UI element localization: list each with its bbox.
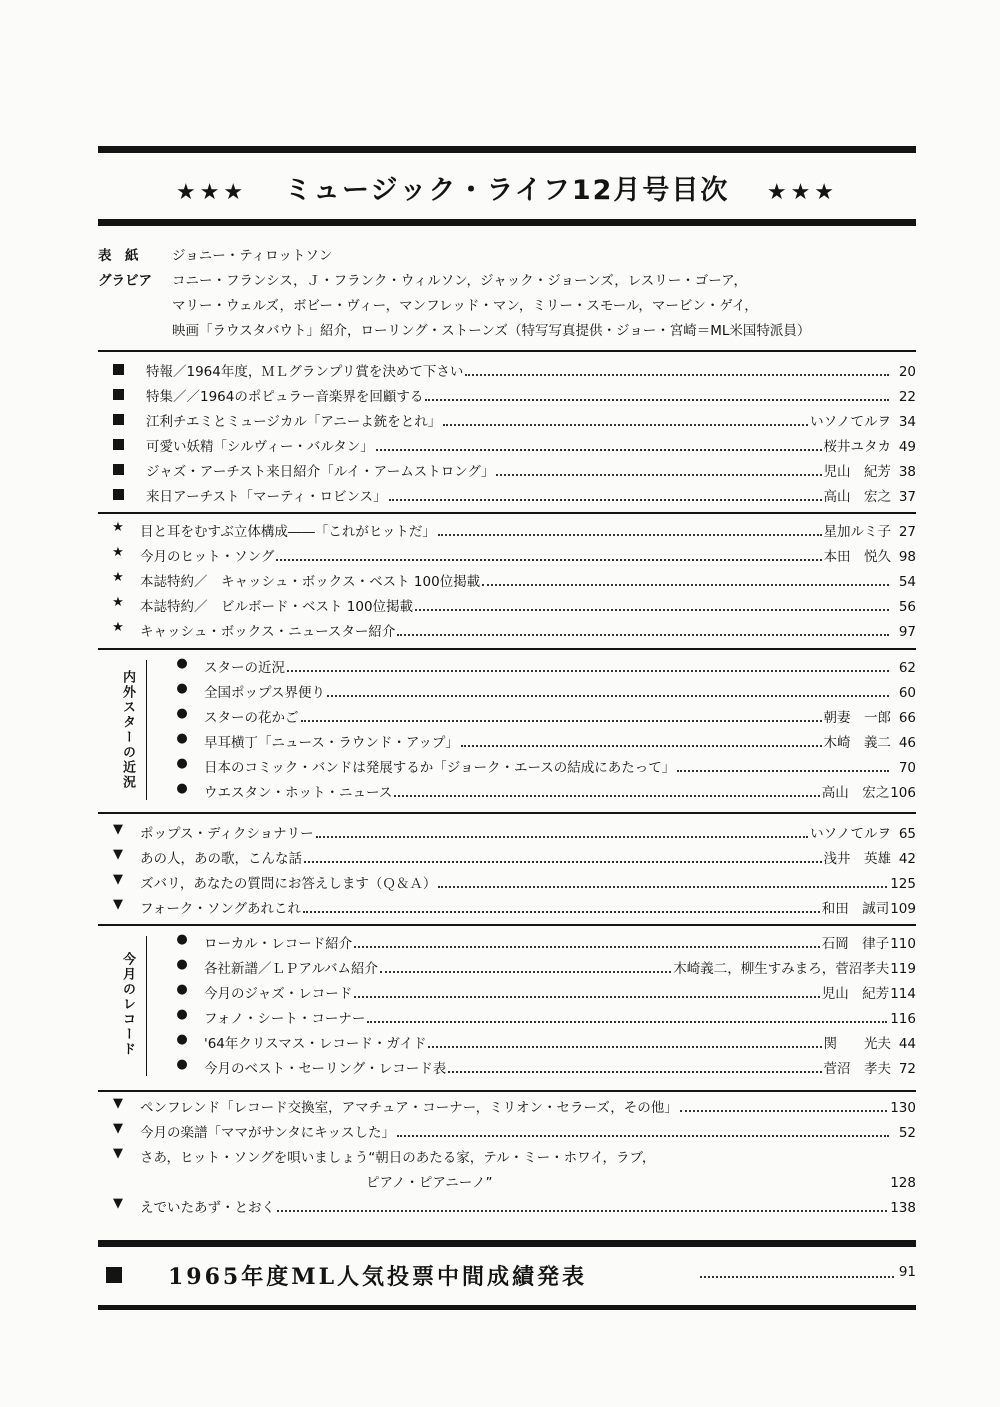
entry-title: さあ，ヒット・ソングを唄いましょう“朝日のあたる家，テル・ミー・ホワイ，ラブ， <box>140 1150 656 1166</box>
entry-title: 特集／／1964のポピュラー音楽界を回顧する <box>146 389 424 405</box>
circle-bullet-icon: ● <box>176 706 188 721</box>
toc-entry[interactable] <box>98 1096 916 1121</box>
entry-page: 62 <box>898 660 916 676</box>
entry-page: 22 <box>898 389 916 405</box>
circle-bullet-icon: ● <box>176 932 188 947</box>
leader-dots <box>700 1276 894 1278</box>
entry-page: 54 <box>898 574 916 590</box>
page-title <box>98 168 916 210</box>
entry-title: 今月の楽譜「ママがサンタにキッスした」 <box>140 1125 396 1141</box>
circle-bullet-icon: ● <box>176 731 188 746</box>
credit-row <box>98 244 916 269</box>
toc-section-columns <box>98 822 916 922</box>
entry-title: 目と耳をむすぶ立体構成――「これがヒットだ」 <box>140 524 436 540</box>
square-bullet-icon <box>113 439 124 450</box>
entry-title: ウエスタン・ホット・ニュース <box>204 785 393 801</box>
triangle-bullet-icon: ▼ <box>113 847 123 862</box>
credit-row <box>98 319 916 344</box>
toc-entry[interactable] <box>98 595 916 620</box>
entry-page: 70 <box>898 760 916 776</box>
entry-title: 日本のコミック・バンドは発展するか「ジョーク・エースの結成にあたって」 <box>204 760 676 776</box>
toc-entry[interactable] <box>98 360 916 385</box>
entry-title: 本誌特約／ ビルボード・ベスト 100位掲載 <box>140 599 414 615</box>
toc-entry[interactable] <box>98 781 916 806</box>
entry-author: 浅井 英雄 <box>823 851 891 867</box>
toc-entry[interactable] <box>98 656 916 681</box>
star-bullet-icon: ★ <box>112 545 124 560</box>
entry-author: 星加ルミ子 <box>823 524 891 540</box>
entry-title: えでいたあず・とおく <box>140 1200 275 1216</box>
title-stars-left: ★★★ <box>175 180 248 205</box>
entry-page: 138 <box>890 1200 916 1216</box>
entry-page: 38 <box>898 464 916 480</box>
toc-section-star-news <box>98 656 916 806</box>
toc-entry[interactable] <box>98 706 916 731</box>
entry-title: フォーク・ソングあれこれ <box>140 901 302 917</box>
entry-title: 今月のベスト・セーリング・レコード表 <box>204 1061 447 1077</box>
entry-page: 44 <box>898 1036 916 1052</box>
entry-title: 可愛い妖精「シルヴィー・バルタン」 <box>146 439 374 455</box>
credit-label: グラビア <box>98 273 152 289</box>
top-rule <box>98 146 916 153</box>
toc-section-hits <box>98 520 916 645</box>
toc-entry[interactable] <box>98 847 916 872</box>
triangle-bullet-icon: ▼ <box>113 1121 123 1136</box>
entry-page: 27 <box>898 524 916 540</box>
section-divider <box>98 512 916 514</box>
entry-author: いソノてルヲ <box>810 826 891 842</box>
toc-section-misc <box>98 1096 916 1221</box>
entry-page: 110 <box>890 936 916 952</box>
entry-title: 今月のヒット・ソング <box>140 549 275 565</box>
circle-bullet-icon: ● <box>176 1007 188 1022</box>
title-stars-right: ★★★ <box>766 180 839 205</box>
toc-entry[interactable] <box>98 435 916 460</box>
entry-page: 37 <box>898 489 916 505</box>
triangle-bullet-icon: ▼ <box>113 897 123 912</box>
square-bullet-icon <box>113 414 124 425</box>
triangle-bullet-icon: ▼ <box>113 872 123 887</box>
entry-author: 本田 悦久 <box>823 549 891 565</box>
entry-page: 49 <box>898 439 916 455</box>
circle-bullet-icon: ● <box>176 756 188 771</box>
entry-page: 46 <box>898 735 916 751</box>
entry-page: 109 <box>890 901 916 917</box>
credit-text: 映画「ラウスタバウト」紹介，ローリング・ストーンズ（特写写真提供・ジョー・宮崎＝ML米国特派員） <box>172 323 811 339</box>
entry-page: 98 <box>898 549 916 565</box>
entry-page: 34 <box>898 414 916 430</box>
toc-entry[interactable] <box>98 545 916 570</box>
final-bottom-rule <box>98 1305 916 1310</box>
entry-page: 52 <box>898 1125 916 1141</box>
entry-title: 本誌特約／ キャッシュ・ボックス・ベスト 100位掲載 <box>140 574 481 590</box>
toc-entry-continued[interactable] <box>98 1171 916 1196</box>
toc-entry[interactable] <box>98 570 916 595</box>
credit-row <box>98 294 916 319</box>
circle-bullet-icon: ● <box>176 1057 188 1072</box>
entry-page: 125 <box>890 876 916 892</box>
entry-title: 全国ポップス界便り <box>204 685 325 701</box>
toc-section-records <box>98 932 916 1082</box>
entry-page: 42 <box>898 851 916 867</box>
entry-title: ポップス・ディクショナリー <box>140 826 314 842</box>
entry-author: 桜井ユタカ <box>823 439 891 455</box>
circle-bullet-icon: ● <box>176 656 188 671</box>
toc-entry[interactable] <box>98 897 916 922</box>
credits <box>98 244 916 344</box>
entry-title: 特報／1964年度，ＭＬグランプリ賞を決めて下さい <box>146 364 464 380</box>
toc-entry[interactable] <box>98 1196 916 1221</box>
toc-entry[interactable] <box>98 731 916 756</box>
section-side-label: 今月のレコード <box>120 952 135 1057</box>
entry-author: 高山 宏之 <box>821 785 890 801</box>
entry-title: ジャズ・アーチスト来日紹介「ルイ・アームストロング」 <box>146 464 495 480</box>
triangle-bullet-icon: ▼ <box>113 1146 123 1161</box>
entry-title: 今月のジャズ・レコード <box>204 986 353 1002</box>
toc-entry[interactable] <box>98 681 916 706</box>
entry-author: 児山 紀芳 <box>821 986 890 1002</box>
section-divider <box>98 1090 916 1092</box>
poll-results-entry[interactable] <box>98 1260 916 1296</box>
star-bullet-icon: ★ <box>112 620 124 635</box>
star-bullet-icon: ★ <box>112 570 124 585</box>
toc-section-features <box>98 360 916 510</box>
toc-entry[interactable] <box>98 485 916 510</box>
square-bullet-icon <box>113 364 124 375</box>
entry-title: 各社新譜／ＬＰアルバム紹介 <box>204 961 379 977</box>
entry-title: 早耳横丁「ニュース・ラウンド・アップ」 <box>204 735 459 751</box>
title-text: ミュージック・ライフ12月号目次 <box>284 175 730 206</box>
entry-page: 128 <box>890 1175 916 1191</box>
entry-author: 児山 紀芳 <box>823 464 891 480</box>
entry-page: 60 <box>898 685 916 701</box>
entry-title: フォノ・シート・コーナー <box>204 1011 366 1027</box>
toc-entry[interactable] <box>98 410 916 435</box>
entry-title: キャッシュ・ボックス・ニュースター紹介 <box>140 624 396 640</box>
circle-bullet-icon: ● <box>176 982 188 997</box>
square-bullet-icon <box>113 489 124 500</box>
entry-author: 高山 宏之 <box>823 489 891 505</box>
entry-title: '64年クリスマス・レコード・ガイド <box>204 1036 427 1052</box>
entry-author: いソノてルヲ <box>810 414 891 430</box>
entry-title: ズバリ，あなたの質問にお答えします（Ｑ＆Ａ） <box>140 876 437 892</box>
triangle-bullet-icon: ▼ <box>113 1196 123 1211</box>
square-bullet-icon <box>113 389 124 400</box>
entry-page: 56 <box>898 599 916 615</box>
entry-title: スターの近況 <box>204 660 285 676</box>
toc-entry[interactable] <box>98 932 916 957</box>
entry-author: 朝妻 一郎 <box>823 710 891 726</box>
entry-title: ローカル・レコード紹介 <box>204 936 353 952</box>
triangle-bullet-icon: ▼ <box>113 1096 123 1111</box>
toc-entry[interactable] <box>98 620 916 645</box>
toc-entry[interactable] <box>98 385 916 410</box>
star-bullet-icon: ★ <box>112 595 124 610</box>
entry-author: 木崎 義二 <box>823 735 891 751</box>
credit-text: ジョニー・ティロットソン <box>172 248 333 264</box>
entry-page: 66 <box>898 710 916 726</box>
credit-label: 表 紙 <box>98 248 139 264</box>
toc-entry[interactable] <box>98 1032 916 1057</box>
poll-results-title: 1965年度ML人気投票中間成績発表 <box>168 1264 588 1290</box>
entry-page: 130 <box>890 1100 916 1116</box>
entry-page: 72 <box>898 1061 916 1077</box>
entry-title: あの人，あの歌，こんな話 <box>140 851 302 867</box>
entry-page: 97 <box>898 624 916 640</box>
entry-author: 関 光夫 <box>823 1036 891 1052</box>
entry-page: 119 <box>890 961 916 977</box>
section-side-label: 内外スターの近況 <box>120 670 135 790</box>
entry-author: 木崎義二，柳生すみまろ，菅沼孝夫 <box>673 961 890 977</box>
toc-entry[interactable] <box>98 756 916 781</box>
circle-bullet-icon: ● <box>176 781 188 796</box>
entry-page: 114 <box>890 986 916 1002</box>
credit-text: コニー・フランシス，Ｊ・フランク・ウィルソン，ジャック・ジョーンズ，レスリー・ゴーア， <box>172 273 748 289</box>
toc-entry[interactable] <box>98 1121 916 1146</box>
toc-entry[interactable] <box>98 982 916 1007</box>
credit-text: マリー・ウェルズ，ボビー・ヴィー，マンフレッド・マン，ミリー・スモール，マービン・ゲイ， <box>172 298 758 314</box>
toc-entry[interactable] <box>98 872 916 897</box>
square-bullet-icon <box>106 1267 122 1283</box>
entry-title: スターの花かご <box>204 710 299 726</box>
toc-entry[interactable] <box>98 957 916 982</box>
entry-author: 石岡 律子 <box>821 936 890 952</box>
entry-title: ピアノ・ピアニーノ” <box>366 1175 493 1191</box>
toc-entry[interactable] <box>98 1007 916 1032</box>
circle-bullet-icon: ● <box>176 957 188 972</box>
circle-bullet-icon: ● <box>176 681 188 696</box>
circle-bullet-icon: ● <box>176 1032 188 1047</box>
entry-author: 和田 誠司 <box>821 901 890 917</box>
toc-entry[interactable] <box>98 1057 916 1082</box>
section-divider <box>98 648 916 650</box>
final-top-rule <box>98 1240 916 1247</box>
entry-page: 20 <box>898 364 916 380</box>
title-bottom-rule <box>98 219 916 226</box>
square-bullet-icon <box>113 464 124 475</box>
section-divider <box>98 812 916 814</box>
section-divider <box>98 350 916 352</box>
triangle-bullet-icon: ▼ <box>113 822 123 837</box>
entry-title: 来日アーチスト「マーティ・ロビンス」 <box>146 489 387 505</box>
toc-entry[interactable] <box>98 460 916 485</box>
toc-entry[interactable] <box>98 520 916 545</box>
poll-results-page: 91 <box>898 1264 916 1280</box>
section-divider <box>98 924 916 926</box>
entry-author: 菅沼 孝夫 <box>823 1061 891 1077</box>
entry-title: ペンフレンド「レコード交換室，アマチュア・コーナー，ミリオン・セラーズ，その他」 <box>140 1100 678 1116</box>
toc-entry[interactable] <box>98 822 916 847</box>
entry-title: 江利チエミとミュージカル「アニーよ銃をとれ」 <box>146 414 442 430</box>
entry-page: 116 <box>890 1011 916 1027</box>
toc-entry[interactable] <box>98 1146 916 1171</box>
entry-page: 106 <box>890 785 916 801</box>
credit-row <box>98 269 916 294</box>
star-bullet-icon: ★ <box>112 520 124 535</box>
entry-page: 65 <box>898 826 916 842</box>
